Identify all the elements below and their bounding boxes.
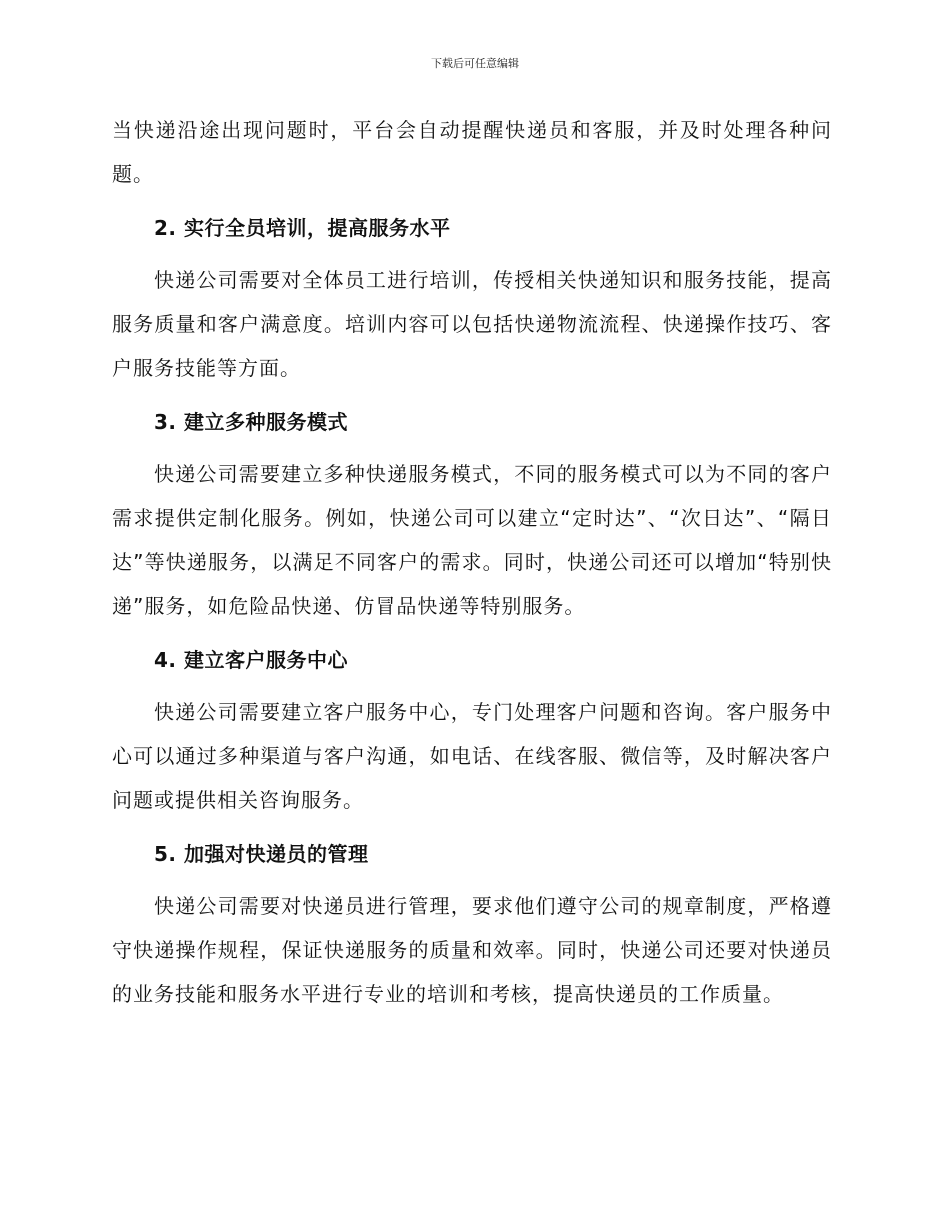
intro-paragraph: 当快递沿途出现问题时，平台会自动提醒快递员和客服，并及时处理各种问题。	[112, 118, 832, 186]
section-5-heading: 5. 加强对快递员的管理	[154, 842, 369, 866]
section-2-heading: 2. 实行全员培训，提高服务水平	[154, 216, 451, 240]
section-4-paragraph: 快递公司需要建立客户服务中心，专门处理客户问题和咨询。客户服务中心可以通过多种渠道与客户沟通，如电话、在线客服、微信等，及时解决客户问题或提供相关咨询服务。	[112, 700, 832, 812]
section-3-paragraph: 快递公司需要建立多种快递服务模式，不同的服务模式可以为不同的客户需求提供定制化服务。例如，快递公司可以建立“定时达”、“次日达”、“隔日达”等快递服务，以满足不同客户的需求。同时，快递公司还可以增加“特别快递”服务，如危险品快递、仿冒品快递等特别服务。	[112, 462, 832, 618]
section-4-heading: 4. 建立客户服务中心	[154, 648, 348, 672]
header-note: 下载后可任意编辑	[431, 57, 519, 70]
document-body	[112, 108, 832, 1016]
section-2-paragraph: 快递公司需要对全体员工进行培训，传授相关快递知识和服务技能，提高服务质量和客户满意度。培训内容可以包括快递物流流程、快递操作技巧、客户服务技能等方面。	[112, 268, 832, 380]
section-3-heading: 3. 建立多种服务模式	[154, 410, 348, 434]
section-5-paragraph: 快递公司需要对快递员进行管理，要求他们遵守公司的规章制度，严格遵守快递操作规程，保证快递服务的质量和效率。同时，快递公司还要对快递员的业务技能和服务水平进行专业的培训和考核，提高快递员的工作质量。	[112, 894, 832, 1006]
